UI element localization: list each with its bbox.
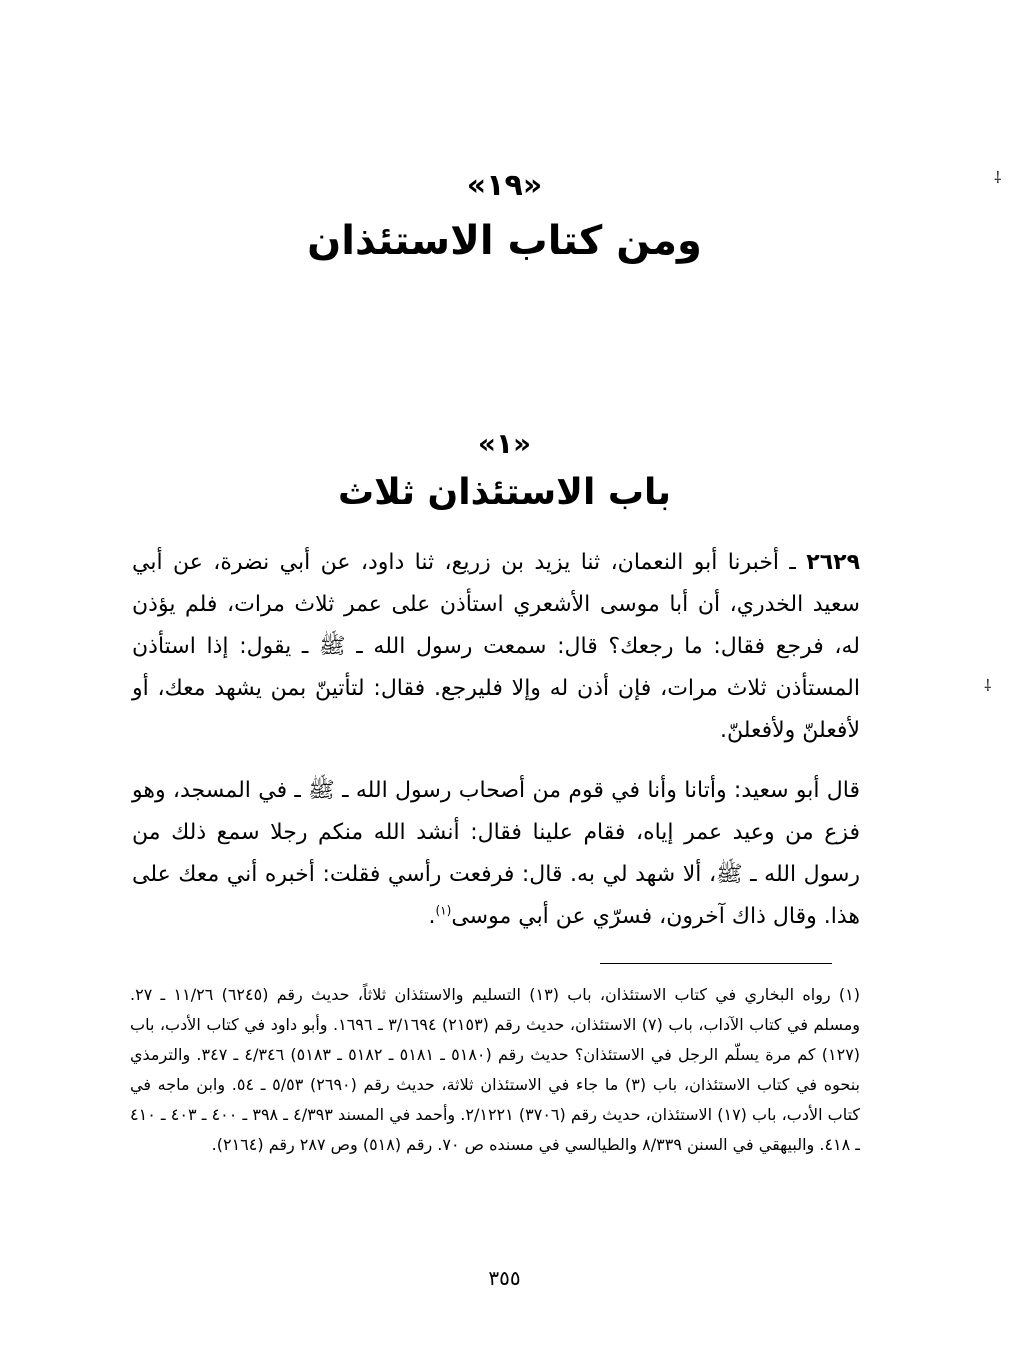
hadith-paragraph-1-text: ـ أخبرنا أبو النعمان، ثنا يزيد بن زريع، ثنا داود، عن أبي نضرة، عن أبي سعيد الخدري، أن أبا موسى الأشعري استأذن على عمر ثلاث مرات، فلم يؤذن له، فرجع فقال: ما رجعك؟ قال: سمعت رسول الله ـ ﷺ ـ يقول: إذا استأذن المستأذن ثلاث مرات، فإن أذن له وإلا فليرجع. فقال: لتأتينّ بمن يشهد معك، أو لأفعلنّ ولأفعلنّ. <box>132 550 860 743</box>
hadith-paragraph-1 <box>132 542 860 752</box>
footnote-reference: (١) <box>435 903 452 918</box>
margin-mark-top: ⸸ <box>994 168 1002 187</box>
chapter-number: «١» <box>477 427 532 460</box>
book-title: ومن كتاب الاستئذان <box>307 218 702 264</box>
book-number: «١٩» <box>466 168 543 203</box>
hadith-paragraph-2 <box>132 770 860 938</box>
hadith-number: ٢٦٢٩ <box>806 550 860 575</box>
hadith-paragraph-2-text: قال أبو سعيد: وأتانا وأنا في قوم من أصحاب رسول الله ـ ﷺ ـ في المسجد، وهو فزع من وعيد عمر إياه، فقام علينا فقال: أنشد الله منكم رجلا سمع ذلك من رسول الله ـ ﷺ، ألا شهد لي به. قال: فرفعت رأسي فقلت: أخبره أني معك على هذا. وقال ذاك آخرون، فسرّي عن أبي موسى <box>132 778 860 929</box>
chapter-title: باب الاستئذان ثلاث <box>337 472 672 513</box>
hadith-paragraph-2-end: . <box>428 904 436 929</box>
footnote-divider <box>600 963 832 964</box>
margin-mark-middle: ⸸ <box>984 676 992 695</box>
footnote-1: (١) رواه البخاري في كتاب الاستئذان، باب (١٣) التسليم والاستئذان ثلاثاً، حديث رقم (٦٢٤٥) ١١/٢٦ ـ ٢٧. ومسلم في كتاب الآداب، باب (٧) الاستئذان، حديث رقم (٢١٥٣) ٣/١٦٩٤ ـ ١٦٩٦. وأبو داود في كتاب الأدب، باب (١٢٧) كم مرة يسلّم الرجل في الاستئذان؟ حديث رقم (٥١٨٠ ـ ٥١٨١ ـ ٥١٨٢ ـ ٥١٨٣) ٤/٣٤٦ ـ ٣٤٧. والترمذي بنحوه في كتاب الاستئذان، باب (٣) ما جاء في الاستئذان ثلاثة، حديث رقم (٢٦٩٠) ٥/٥٣ ـ ٥٤. وابن ماجه في كتاب الأدب، باب (١٧) الاستئذان، حديث رقم (٣٧٠٦) ٢/١٢٢١. وأحمد في المسند ٤/٣٩٣ ـ ٣٩٨ ـ ٤٠٠ ـ ٤٠٣ ـ ٤١٠ ـ ٤١٨. والبيهقي في السنن ٨/٣٣٩ والطيالسي في مسنده ص ٧٠. رقم (٥١٨) وص ٢٨٧ رقم (٢١٦٤). <box>130 985 861 1154</box>
page-number: ٣٥٥ <box>488 1266 521 1290</box>
